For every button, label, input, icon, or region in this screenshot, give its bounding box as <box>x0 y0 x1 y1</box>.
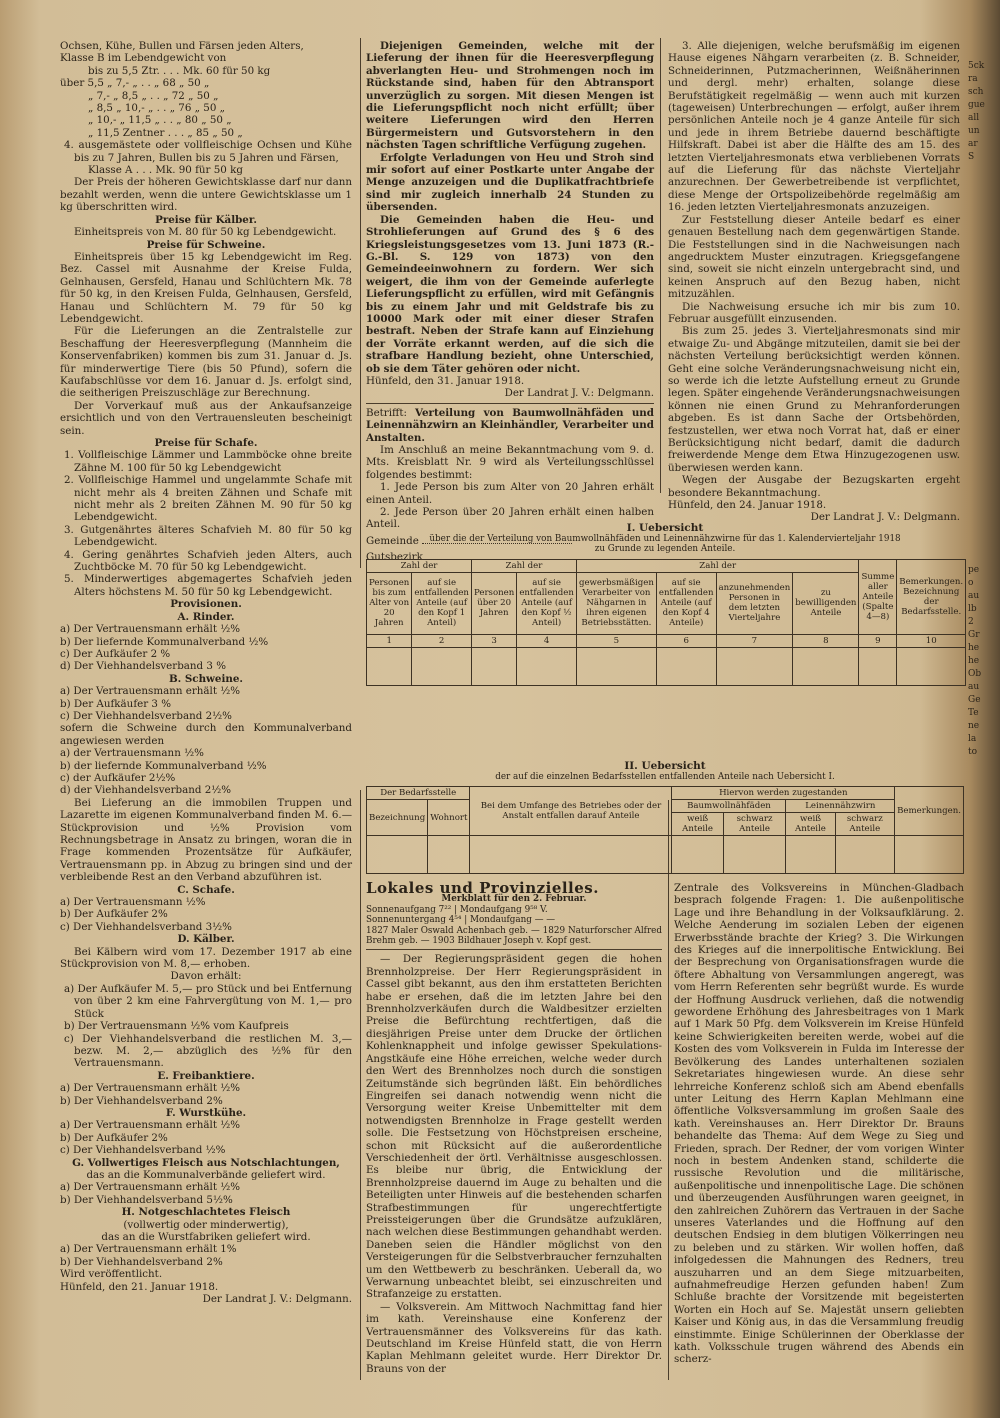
article-paragraph: — Volksverein. Am Mittwoch Nachmittag fand hier im kath. Vereinshause eine Konferenz der Vertrauensmänner des Volksvereins für das kath. Deutschland im Kreise Hünfeld statt, die von Herrn Kaplan Mehlmann geleitet wurde. Herr Direktor Dr. Brauns von der <box>366 1300 662 1375</box>
paragraph: Zur Feststellung dieser Anteile bedarf es einer genauen Bestellung nach dem gegenwärtigen Stande. Die Feststellungen sind in die Nachweisungen nach angedrucktem Muster einzutragen. Kriegsgefangene sind, soweit sie nicht einzeln untergebracht sind, und keinen Anspruch auf den Bezug haben, nicht mitzuzählen. <box>668 213 960 301</box>
empty-cell[interactable] <box>716 647 793 685</box>
empty-cell[interactable] <box>793 647 859 685</box>
list-item: 1. Vollfleischige Lämmer und Lammböcke ohne breite Zähne M. 100 für 50 kg Lebendgewicht <box>64 449 352 474</box>
subsection-heading: H. Notgeschlachtetes Fleisch <box>121 1206 291 1219</box>
group-header: Zahl der <box>576 559 859 572</box>
empty-cell[interactable] <box>859 647 897 685</box>
notice-paragraph: Erfolgte Verladungen von Heu und Stroh sind mir sofort auf einer Postkarte unter Angabe der Menge anzuzeigen und die Duplikatfrachtbriefe sind mir zugleich innerhalb 24 Stunden zu übersenden. <box>366 151 654 214</box>
list-item: c) Der Aufkäufer 2 % <box>60 647 171 660</box>
section-heading: Preise für Schafe. <box>154 437 258 449</box>
text-line: das an die Wurstfabriken geliefert wird. <box>101 1231 311 1243</box>
paragraph: 1. Jede Person bis zum Alter von 20 Jahren erhält einen Anteil. <box>366 481 654 506</box>
column-number: 5 <box>576 634 656 647</box>
list-item: c) der Aufkäufer 2½% <box>60 771 176 784</box>
column-header: weiß Anteile <box>672 813 723 836</box>
column-header: Leinennähzwirn <box>786 800 895 813</box>
signature: Der Landrat J. V.: Delgmann. <box>810 511 960 524</box>
edge-fragment: 2 <box>968 617 974 627</box>
empty-cell[interactable] <box>672 836 723 874</box>
edge-fragment: Te <box>968 708 979 718</box>
price-line: „ 7,- „ 8,5 „ . . „ 72 „ 50 „ <box>88 89 219 102</box>
list-item: a) Der Vertrauensmann erhält ½% <box>60 623 241 636</box>
almanac-line: 1827 Maler Oswald Achenbach geb. — 1829 Naturforscher Alfred Brehm geb. — 1903 Bildhauer Joseph v. Kopf gest. <box>366 925 662 947</box>
paragraph: Der Vorverkauf muß aus der Ankaufsanzeige ersichtlich und von den Vertrauensleuten bescheinigt sein. <box>60 399 352 437</box>
list-item: b) Der Aufkäufer 2% <box>60 1131 168 1144</box>
empty-cell[interactable] <box>576 647 656 685</box>
column-number: 3 <box>471 634 516 647</box>
edge-fragment: ra <box>968 74 978 84</box>
empty-cell[interactable] <box>367 647 412 685</box>
table-grid <box>366 786 964 874</box>
text-line: Davon erhält: <box>170 970 242 983</box>
edge-fragment: sch <box>968 87 984 97</box>
text-line: das an die Kommunalverbände geliefert wird. <box>86 1168 326 1181</box>
column-divider-3 <box>668 800 669 1380</box>
paragraph: 2. Jede Person über 20 Jahren erhält einen halben Anteil. <box>366 506 654 531</box>
column-number: 9 <box>859 634 897 647</box>
list-item: b) Der liefernde Kommunalverband ½% <box>60 635 269 648</box>
edge-fragment: 5ck <box>968 61 985 71</box>
empty-cell[interactable] <box>470 836 672 874</box>
column-header: Bei dem Umfange des Betriebes oder der Anstalt entfallen darauf Anteile <box>470 787 672 836</box>
empty-cell[interactable] <box>367 836 428 874</box>
list-item: b) Der Vertrauensmann ½% vom Kaufpreis <box>64 1020 289 1033</box>
column-header: Bezeichnung <box>367 800 428 836</box>
column-header: schwarz Anteile <box>723 813 786 836</box>
column-divider-1b <box>360 790 361 1380</box>
paragraph: sofern die Schweine durch den Kommunalverband angewiesen werden <box>60 722 352 747</box>
edge-fragment: Gr <box>968 630 980 640</box>
edge-fragment: ar <box>968 139 978 149</box>
list-item: a) der Vertrauensmann ½% <box>60 747 204 760</box>
article-paragraph: — Der Regierungspräsident gegen die hohen Brennholzpreise. Der Herr Regierungspräsident in Cassel gibt bekannt, aus den ihm erstatteten Berichten habe er ersehen, daß die im letzten Jahre bei den Brennholzverkäufen durch die Waldbesitzer erzielten Preise die Befürchtung rechtfertigen, daß die diesjährigen Preise unter dem Drucke der örtlichen Kohlenknappheit und infolge gewisser Spekulations-Angstkäufe eine Höhe erreichen, welche weder durch den Wert des Brennholzes noch durch die sonstigen Zeitumstände sich begründen läßt. Ein behördliches Eingreifen sei danach notwendig wenn nicht die Versorgung weiter Kreise Unbemittelter mit dem notwendigsten Brennholze in Frage gestellt werden solle. Die Festsetzung von Höchstpreisen erscheine, schon mit Rücksicht auf die außerordentliche Verschiedenheit der örtl. Verhältnisse ausgeschlossen. Es bleibe nur übrig, die Entwicklung der Brennholzpreise dauernd im Auge zu behalten und die Beteiligten unter Hinweis auf die bestehenden scharfen Strafbestimmungen für ungerechtfertigte Preissteigerungen über die Grundsätze aufzuklären, nach welchen diese Bestimmungen gehandhabt werden. Daneben seien die Händler möglichst von den Versteigerungen für die Selbstverbraucher fernzuhalten um den Wettbewerb zu beschränken. Ueberall da, wo Verwarnung unbeachtet bleibt, sei einzuschreiten und Strafanzeige zu erstatten. <box>366 953 662 1301</box>
date-line: Hünfeld, den 31. Januar 1918. <box>366 374 525 387</box>
table-subtitle: über die der Verteilung von Baumwollnähfäden und Leinennähzwirne für das 1. Kalendervierteljahr 1918 <box>429 534 901 544</box>
column-header: Bemerkungen. <box>895 787 964 836</box>
column-number: 8 <box>793 634 859 647</box>
empty-cell[interactable] <box>786 836 835 874</box>
edge-fragment: pe <box>968 565 980 575</box>
column-number: 6 <box>656 634 716 647</box>
list-item: d) der Viehhandelsverband 2½% <box>60 784 232 797</box>
column-header: auf sie entfallenden Anteile (auf den Kopf 4 Anteile) <box>656 572 716 634</box>
list-item: b) Der Viehhandelsverband 2% <box>60 1094 223 1107</box>
list-item: 2. Vollfleischige Hammel und ungelammte Schafe mit nicht mehr als 4 breiten Zähnen und Schafe mit nicht mehr als 2 breiten Zähnen M. 90 für 50 kg Lebendgewicht. <box>64 474 352 524</box>
subject-title: Verteilung von Baumwollnähfäden und Leinennähzwirn an Kleinhändler, Verarbeiter und Anstalten. <box>366 406 654 444</box>
list-item: d) Der Viehhandelsverband 3 % <box>60 660 227 673</box>
subsection-heading: G. Vollwertiges Fleisch aus Notschlachtungen, <box>72 1156 340 1169</box>
subject-label: Betrifft: <box>366 406 407 419</box>
list-item: b) Der Aufkäufer 3 % <box>60 697 172 710</box>
column-header: auf sie entfallenden Anteile (auf den Kopf ½ Anteil) <box>517 572 577 634</box>
column-header: anzunehmenden Personen in dem letzten Vierteljahre <box>716 572 793 634</box>
edge-fragment: au <box>968 682 980 692</box>
column-header: weiß Anteile <box>786 813 835 836</box>
list-item: a) Der Vertrauensmann erhält ½% <box>60 1181 241 1194</box>
notice-paragraph: Die Gemeinden haben die Heu- und Strohlieferungen auf Grund des § 6 des Kriegsleistungsgesetzes vom 13. Juni 1873 (R.-G.-Bl. S. 129 von 1873) von den Gemeindeeinwohnern zu fordern. Wer sich weigert, die ihm von der Gemeinde auferlegte Lieferungspflicht zu erfüllen, wird mit Gefängnis bis zu einem Jahr und mit Geldstrafe bis zu 10000 Mark oder mit einer dieser Strafen bestraft. Neben der Strafe kann auf Einziehung der Vorräte erkannt werden, auf die sich die strafbare Handlung bezieht, ohne Unterschied, ob sie dem Täter gehören oder nicht. <box>366 213 654 375</box>
column-header: auf sie entfallenden Anteile (auf den Kopf 1 Anteil) <box>412 572 472 634</box>
text-line: Klasse B im Lebendgewicht von <box>60 52 227 65</box>
paragraph: Bei Lieferung an die immobilen Truppen und Lazarette im eigenen Kommunalverband finden M. 6.— Stückprovision und ½% Provision vom Rechnungsbetrage in Ansatz zu bringen, woran die in Frage kommenden Prozentsätze für Aufkäufer, Vertrauensmann pp. in Abzug zu bringen sind und der verbleibende Rest an den Verband abzuführen ist. <box>60 796 352 884</box>
edge-fragment: Ge <box>968 695 981 705</box>
edge-fragment: he <box>968 643 980 653</box>
table-title: II. Uebersicht <box>624 760 706 772</box>
section-heading: Preise für Schweine. <box>146 238 266 251</box>
almanac-heading: Merkblatt für den 2. Februar. <box>441 894 587 905</box>
subsection-heading: F. Wurstkühe. <box>165 1106 247 1119</box>
text-line: 4. ausgemästete oder vollfleischige Ochsen und Kühe bis zu 7 Jahren, Bullen bis zu 5 Jahren und Färsen, <box>64 139 352 164</box>
empty-cell[interactable] <box>656 647 716 685</box>
edge-fragment: o <box>968 578 974 588</box>
edge-fragment: au <box>968 591 980 601</box>
column-number: 7 <box>716 634 793 647</box>
list-item: a) Der Vertrauensmann erhält ½% <box>60 1082 241 1095</box>
text-line: Ochsen, Kühe, Bullen und Färsen jeden Alters, <box>60 40 304 52</box>
subsection-heading: D. Kälber. <box>177 933 235 946</box>
edge-fragment: lb <box>968 604 977 614</box>
notice-paragraph: Diejenigen Gemeinden, welche mit der Lieferung der ihnen für die Heeresverpflegung abverlangten Heu- und Strohmengen noch im Rückstande sind, haben für den Abtransport unverzüglich zu sorgen. Mit diesen Mengen ist die Lieferungspflicht noch nicht erfüllt; über weitere Lieferungen wird den Herren Bürgermeistern und Gutsvorstehern in den nächsten Tagen schriftliche Verfügung zugehen. <box>366 40 654 152</box>
table-subtitle: zu Grunde zu legenden Anteile. <box>594 544 736 555</box>
almanac-line: Sonnenuntergang 4⁵⁴ | Mondaufgang — — <box>366 915 556 926</box>
subsection-heading: C. Schafe. <box>177 883 235 896</box>
price-line: über 5,5 „ 7,- „ . . „ 68 „ 50 „ <box>60 77 210 90</box>
column-2 <box>366 40 654 564</box>
overview-table-1 <box>366 522 964 686</box>
column-header: Hiervon werden zugestanden <box>672 787 895 800</box>
column-header: zu bewilligenden Anteile <box>793 572 859 634</box>
paragraph: Einheitspreis über 15 kg Lebendgewicht im Reg. Bez. Cassel mit Ausnahme der Kreise Fulda, Gelnhausen, Gersfeld, Hanau und Schlüchtern Mk. 78 für 50 kg, in den Kreisen Fulda, Gelnhausen, Gersfeld, Hanau und Schlüchtern M. 79 für 50 kg Lebendgewicht. <box>60 250 352 325</box>
list-item: a) Der Vertrauensmann erhält ½% <box>60 685 241 698</box>
divider <box>366 949 662 950</box>
list-item: 3. Gutgenährtes älteres Schafvieh M. 80 für 50 kg Lebendgewicht. <box>64 523 352 549</box>
edge-fragment: to <box>968 747 978 757</box>
column-header: Wohnort <box>428 800 470 836</box>
list-item: 5. Minderwertiges abgemagertes Schafvieh jeden Alters höchstens M. 50 für 50 kg Lebendgewicht. <box>64 573 352 598</box>
column-header: Der Bedarfsstelle <box>367 787 470 800</box>
signature: Der Landrat J. V.: Delgmann. <box>504 387 654 400</box>
column-3 <box>668 40 960 524</box>
paragraph: Wegen der Ausgabe der Bezugskarten ergeht besondere Bekanntmachung. <box>668 474 960 499</box>
price-line: „ 11,5 Zentner . . . „ 85 „ 50 „ <box>88 126 243 139</box>
empty-cell[interactable] <box>428 836 470 874</box>
edge-fragment: un <box>968 126 980 136</box>
article-paragraph: Zentrale des Volksvereins in München-Gladbach besprach folgende Fragen: 1. Die außenpolitische Lage und ihre Behandlung in der Volksaufklärung. 2. Welche Aenderung im sozialen Leben der eigenen Erwerbsstände brachte der Krieg? 3. Die Wirkungen des Krieges auf die innerpolitische Entwicklung. Bei der Besprechung von Organisationsfragen wurde die öftere Abhaltung von Versammlungen angeregt, was vom Herrn Referenten sehr begrüßt wurde. Es wurde der Hoffnung Ausdruck verliehen, daß die notwendig gewordene Erhöhung des Jahresbeitrages von 1 Mark auf 1 Mark 50 Pfg. dem Volksverein im Kreise Hünfeld keine Schwierigkeiten bereiten werde, wobei auf die Kosten des vom Volksverein in Fulda im Interesse der Bevölkerung des Landes unterhaltenen sozialen Sekretariates hingewiesen wurde. An diese sehr lehrreiche Konferenz schloß sich am Abend ebenfalls unter Leitung des Herrn Kaplan Mehlmann eine öffentliche Volksversammlung im großen Saale des kath. Vereinshauses an. Herr Direktor Dr. Brauns behandelte das Thema: Auf dem Wege zu Sieg und Frieden, sprach. Der Redner, der vom vorigen Winter noch in bestem Andenken stand, schilderte die russische Revolution und die militärische, außenpolitische und innenpolitische Lage. Die schönen und überzeugenden Ausführungen waren geeignet, in den zahlreichen Zuhörern das Vertrauen in der Sache unseres Vaterlandes und die Hoffnung auf den deutschen Endsieg in dem blutigen Völkerringen neu zu beleben und zu stärken. Wir wollen hoffen, daß infolgedessen die Mahnungen des Redners, treu auszuharren und an dem Siege mitzuarbeiten, aufnahmefreudige Herzen gefunden haben! Zum Schluße brachte der Vorsitzende mit begeisterten Worten ein Hoch auf Se. Majestät unsern geliebten Kaiser und König aus, in das die Versammlung freudig einstimmte. Einige Schülerinnen der Oberklasse der kath. Volksschule trugen während des Abends ein scherz- <box>674 882 964 1366</box>
edge-fragment: he <box>968 656 980 666</box>
paragraph: Im Anschluß an meine Bekanntmachung vom 9. d. Mts. Kreisblatt Nr. 9 wird als Verteilungsschlüssel folgendes bestimmt: <box>366 444 654 481</box>
text-line: Wird veröffentlicht. <box>60 1268 163 1281</box>
adjacent-page-edge <box>968 0 1000 1418</box>
column-1 <box>60 40 352 1305</box>
price-line: „ 10,- „ 11,5 „ . . „ 80 „ 50 „ <box>88 114 232 127</box>
table-grid <box>366 559 966 686</box>
group-header: Zahl der <box>471 559 576 572</box>
empty-cell[interactable] <box>895 836 964 874</box>
edge-fragment: la <box>968 734 977 744</box>
empty-cell[interactable] <box>412 647 472 685</box>
list-item: 4. Gering genährtes Schafvieh jeden Alters, auch Zuchtböcke M. 70 für 50 kg Lebendgewicht. <box>64 548 352 574</box>
local-news-column-2 <box>674 882 964 1366</box>
column-header: gewerbsmäßigen Verarbeiter von Nähgarnen in ihren eigenen Betriebsstätten. <box>576 572 656 634</box>
list-item: c) Der Viehhandelsverband ½% <box>60 1144 226 1157</box>
edge-fragment: Ob <box>968 669 982 679</box>
column-number: 2 <box>412 634 472 647</box>
table-title: I. Uebersicht <box>626 522 704 534</box>
list-item: b) der liefernde Kommunalverband ½% <box>60 759 267 772</box>
list-item: a) Der Vertrauensmann erhält ½% <box>60 1119 241 1132</box>
list-item: c) Der Viehhandelsverband 3½% <box>60 920 232 933</box>
section-heading: Preise für Kälber. <box>155 213 257 226</box>
list-item: a) Der Vertrauensmann ½% <box>60 896 206 909</box>
almanac-line: Sonnenaufgang 7²² | Mondaufgang 9⁵⁸ V. <box>366 904 548 915</box>
column-header: Baumwollnähfäden <box>672 800 786 813</box>
edge-fragment: gue <box>968 100 985 110</box>
paragraph: Für die Lieferungen an die Zentralstelle zur Beschaffung der Heeresverpflegung (Mannheim die Konservenfabriken) kommen bis zum 31. Januar d. Js. für minderwertige Tiere (bis 50 Pfund), sofern die Kaufabschlüsse vor dem 16. Januar d. Js. erfolgt sind, die seitherigen Preiszuschläge zur Berechnung. <box>60 325 352 400</box>
column-divider-1 <box>360 38 361 568</box>
empty-cell[interactable] <box>723 836 786 874</box>
list-item: a) Der Vertrauensmann erhält 1% <box>60 1243 237 1256</box>
date-line: Hünfeld, den 24. Januar 1918. <box>668 499 827 512</box>
column-number: 10 <box>897 634 966 647</box>
form-field-gemeinde: Gemeinde <box>366 535 654 547</box>
paragraph: Die Nachweisung ersuche ich mir bis zum 10. Februar ausgefüllt einzusenden. <box>668 300 960 325</box>
column-header: Personen bis zum Alter von 20 Jahren <box>367 572 412 634</box>
empty-cell[interactable] <box>897 647 966 685</box>
edge-fragment: S <box>968 152 975 162</box>
paragraph: Bis zum 25. jedes 3. Vierteljahresmonats sind mir etwaige Zu- und Abgänge mitzuteilen, damit sie bei der nächsten Verteilung berücksichtigt werden können. Geht eine solche Veränderungsnachweisung nicht ein, so werde ich die letzte Aufstellung erneut zu Grunde legen. Später eingehende Veränderungsnachweisungen können nie einen Grund zu Mehranforderungen abgeben. Es ist dann Sache der Ortsbehörden, festzustellen, wer etwa noch Vorrat hat, daß er einer Berücksichtigung nicht bedarf, damit die dadurch freiwerdende Menge dem Etwa Hinzugezogenen usw. überwiesen werden kann. <box>668 325 960 474</box>
date-line: Hünfeld, den 21. Januar 1918. <box>60 1280 219 1293</box>
list-item: a) Der Aufkäufer M. 5,— pro Stück und bei Entfernung von über 2 km eine Fahrvergütung von M. 1,— pro Stück <box>64 982 352 1020</box>
list-item: b) Der Viehhandelsverband 2% <box>60 1255 223 1268</box>
price-line: „ 8,5 „ 10,- „ . . „ 76 „ 50 „ <box>88 102 225 115</box>
subject-line <box>366 407 654 444</box>
subsection-heading: B. Schweine. <box>168 672 243 685</box>
column-header: Personen über 20 Jahren <box>471 572 516 634</box>
empty-cell[interactable] <box>835 836 895 874</box>
section-title: Lokales und Provinzielles. <box>366 879 599 897</box>
column-header: schwarz Anteile <box>835 813 895 836</box>
column-header: Bemerkungen. Bezeichnung der Bedarfsstelle. <box>897 559 966 634</box>
paragraph: Einheitspreis von M. 80 für 50 kg Lebendgewicht. <box>74 226 337 239</box>
empty-cell[interactable] <box>517 647 577 685</box>
text-line: (vollwertig oder minderwertig), <box>123 1218 289 1231</box>
list-item: c) Der Viehhandelsverband die restlichen M. 3,— bezw. M. 2,— abzüglich des ½% für den Vertrauensmann. <box>64 1032 352 1070</box>
column-number: 1 <box>367 634 412 647</box>
local-news-column <box>366 879 662 1375</box>
paragraph: 3. Alle diejenigen, welche berufsmäßig im eigenen Hause eigenes Nähgarn verarbeiten (z. B. Schneider, Schneiderinnen, Putzmacherinnen, Weißnäherinnen und dergl. mehr) erhalten, solange diese Berufstätigkeit regelmäßig — wenn auch mit kurzen (tageweisen) Unterbrechungen — erfolgt, außer ihrem persönlichen Anteile noch je 4 ganze Anteile für sich und jede in ihrem Betriebe dauernd beschäftigte Hilfskraft. Dabei ist aber die Hälfte des am 15. des letzten Vierteljahresmonats etwa verbliebenen Vorrats auf die Lieferung für das nächste Vierteljahr anzurechnen. Der Gewerbetreibende ist verpflichtet, diese Menge der Ortspolizeibehörde regelmäßig am 16. jeden letzten Vierteljahresmonats anzuzeigen. <box>668 40 960 214</box>
subsection-heading: E. Freibanktiere. <box>157 1069 255 1082</box>
column-header: Summe aller Anteile (Spalte 4—8) <box>859 559 897 634</box>
paragraph: Bei Kälbern wird vom 17. Dezember 1917 ab eine Stückprovision von M. 8,— erhoben. <box>60 945 352 971</box>
price-line: bis zu 5,5 Ztr. . . . Mk. 60 für 50 kg <box>88 64 271 77</box>
group-header: Zahl der <box>367 559 472 572</box>
column-divider-2 <box>660 38 661 493</box>
section-heading: Provisionen. <box>170 598 242 611</box>
edge-fragment: all <box>968 113 980 123</box>
empty-cell[interactable] <box>471 647 516 685</box>
overview-table-2 <box>366 760 964 874</box>
edge-fragment: ne <box>968 721 980 731</box>
list-item: b) Der Viehhandelsverband 5½% <box>60 1193 233 1206</box>
divider <box>366 403 654 404</box>
list-item: b) Der Aufkäufer 2% <box>60 908 168 921</box>
price-line: Klasse A . . . Mk. 90 für 50 kg <box>88 164 243 177</box>
list-item: c) Der Viehhandelsverband 2½% <box>60 709 232 722</box>
form-field-gutsbezirk: Gutsbezirk <box>366 551 654 563</box>
signature: Der Landrat J. V.: Delgmann. <box>202 1293 352 1306</box>
subsection-heading: A. Rinder. <box>177 610 235 623</box>
paragraph: Der Preis der höheren Gewichtsklasse darf nur dann bezahlt werden, wenn die untere Gewichtsklasse um 1 kg überschritten wird. <box>60 176 352 214</box>
table-subtitle: der auf die einzelnen Bedarfsstellen entfallenden Anteile nach Uebersicht I. <box>495 772 835 782</box>
column-number: 4 <box>517 634 577 647</box>
